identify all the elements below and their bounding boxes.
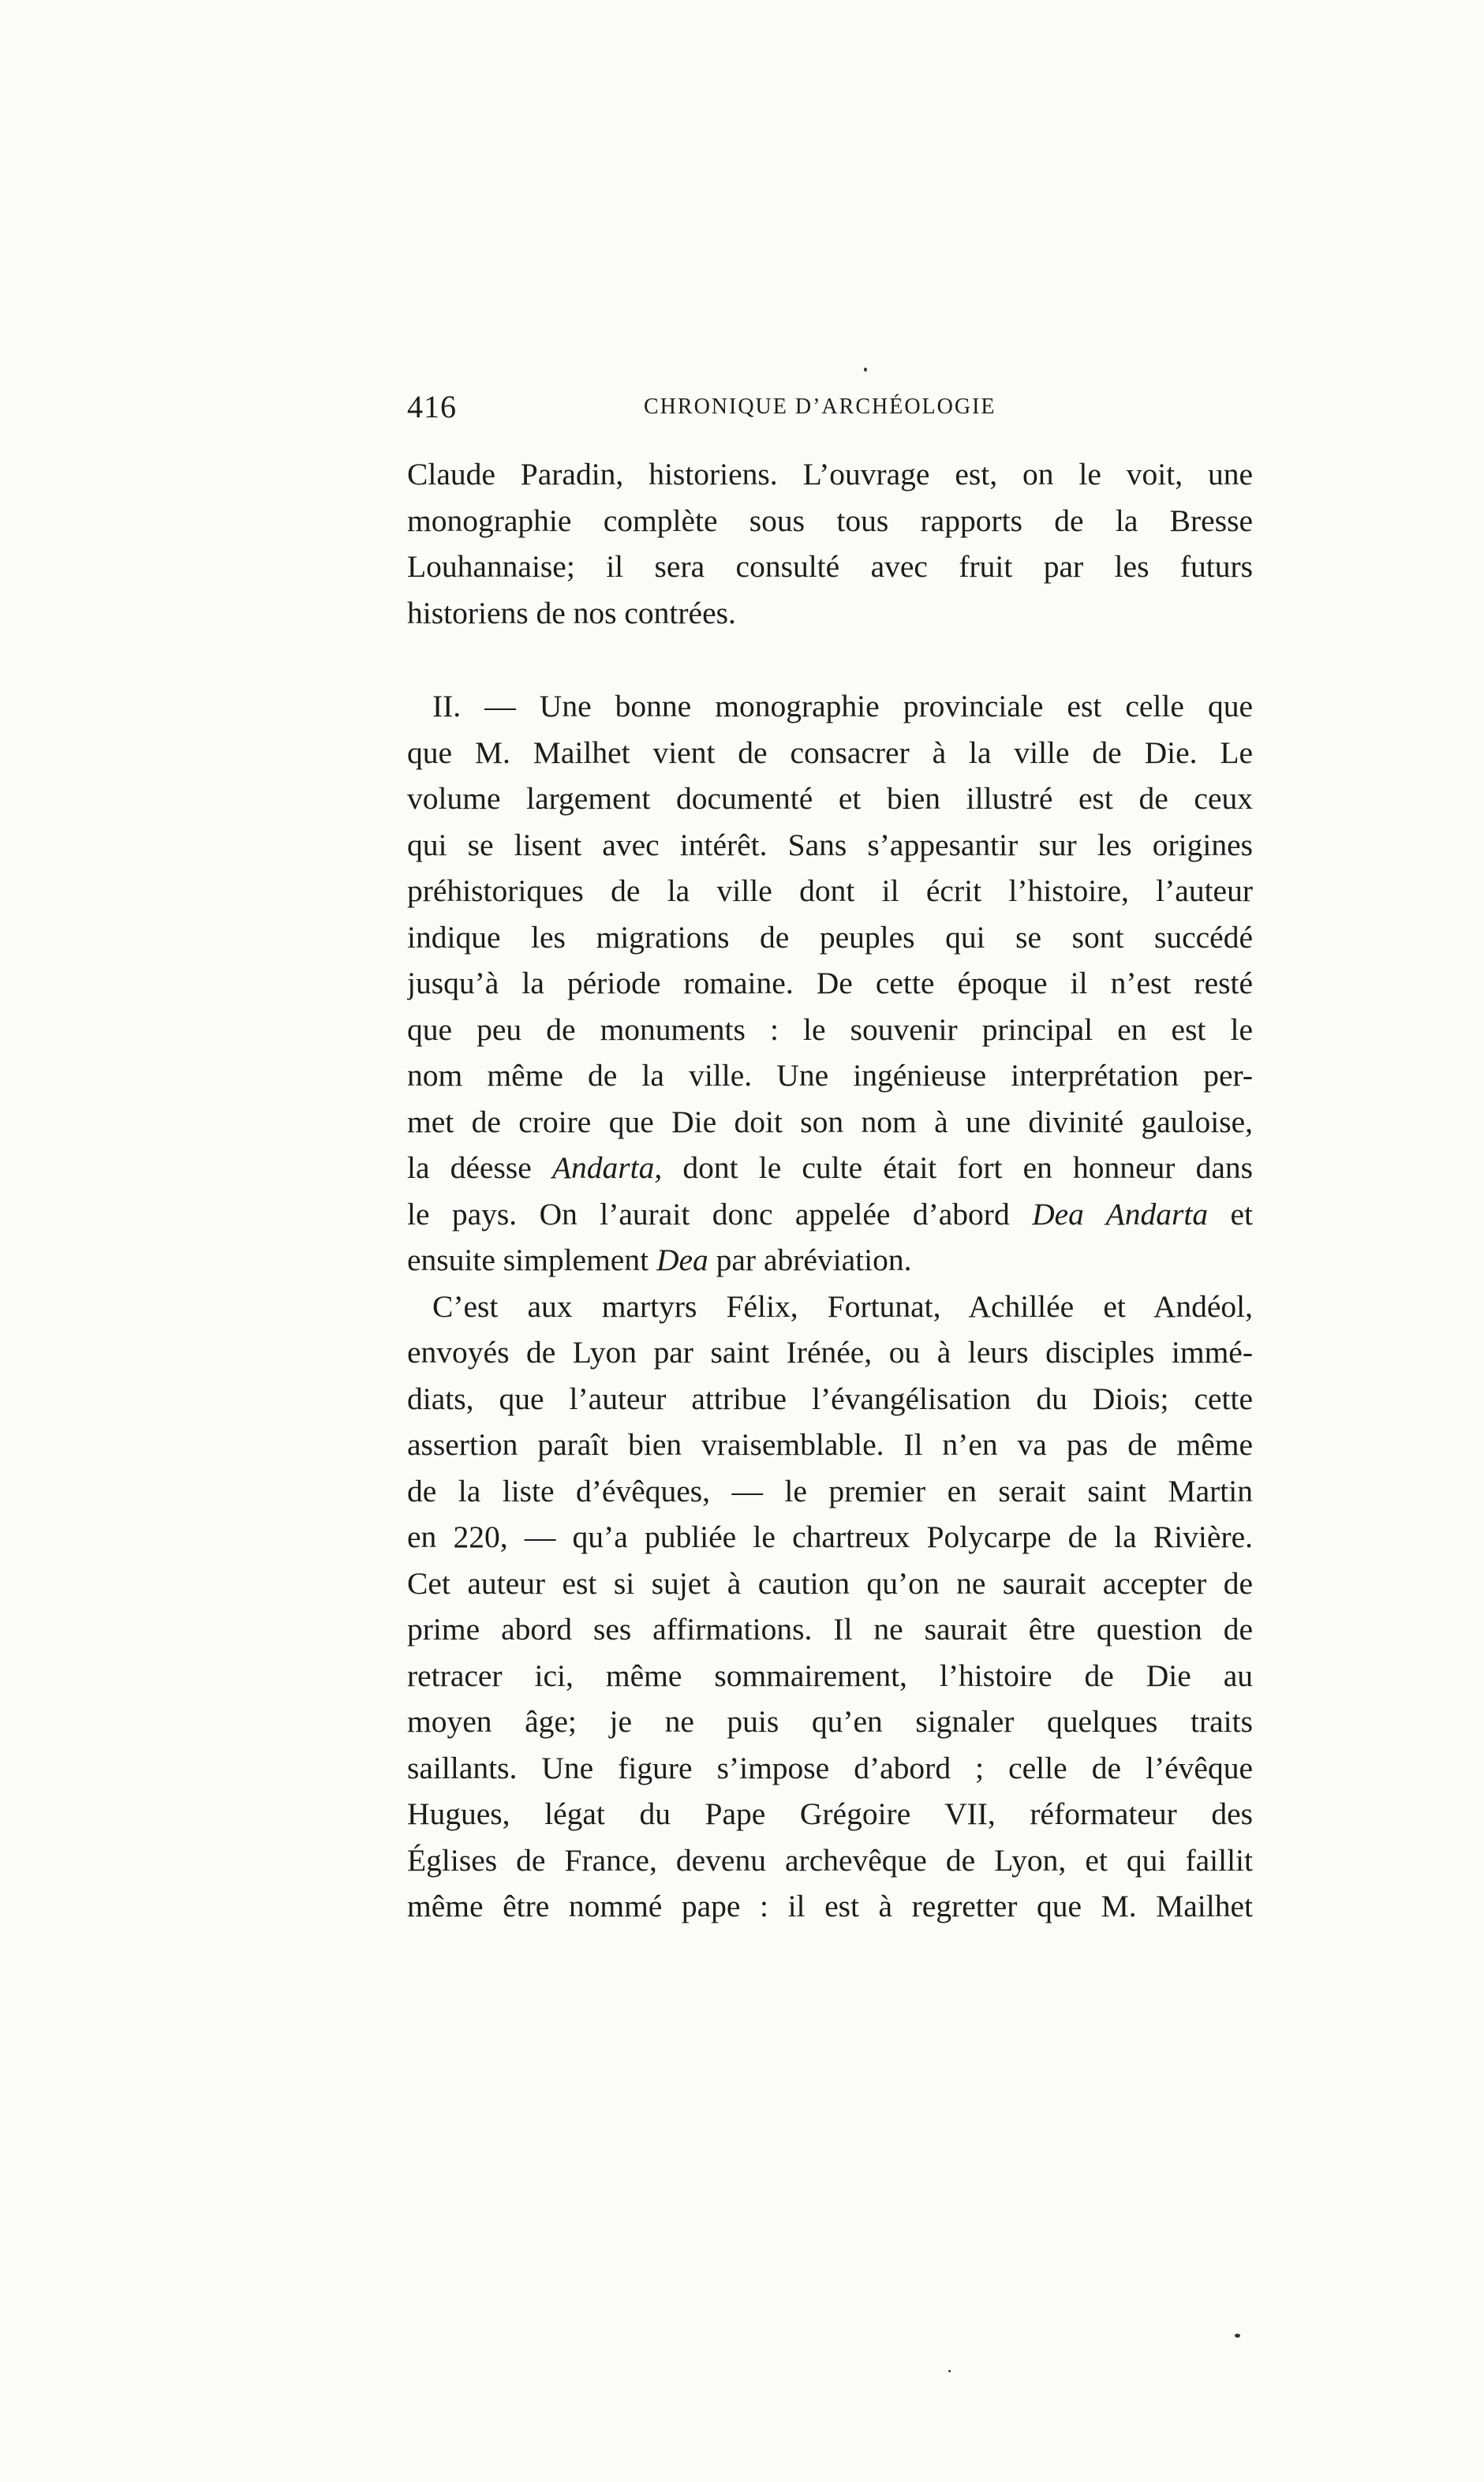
text-line xyxy=(407,1191,1253,1238)
text-line: nom même de la ville. Une ingénieuse interprétation per- xyxy=(407,1058,1253,1093)
text-fragment: et xyxy=(1208,1196,1253,1232)
paragraph-2 xyxy=(407,683,1253,1284)
paragraph-1 xyxy=(407,451,1253,636)
text-line: retracer ici, même sommairement, l’histoire de Die au xyxy=(407,1658,1253,1693)
text-line: moyen âge; je ne puis qu’en signaler quelques traits xyxy=(407,1704,1253,1739)
text-line: que peu de monuments : le souvenir principal en est le xyxy=(407,1011,1253,1047)
page-header xyxy=(407,388,1253,435)
text-line: II. — Une bonne monographie provinciale est celle que xyxy=(432,689,1253,723)
text-line: même être nommé pape : il est à regretter que M. Mailhet xyxy=(407,1889,1253,1923)
text-line: diats, que l’auteur attribue l’évangélisation du Diois; cette xyxy=(407,1381,1253,1416)
text-line xyxy=(407,1237,1253,1284)
text-line: assertion paraît bien vraisemblable. Il n’en va pas de même xyxy=(407,1427,1253,1462)
paragraph-3 xyxy=(407,1284,1253,1930)
text-line: préhistoriques de la ville dont il écrit l’histoire, l’auteur xyxy=(407,873,1253,908)
text-fragment: ensuite simplement xyxy=(407,1243,656,1277)
text-fragment: le pays. On l’aurait donc appelée d’abord xyxy=(407,1196,1033,1232)
italic-term: Andarta, xyxy=(551,1150,663,1185)
text-line: monographie complète sous tous rapports de la Bresse xyxy=(407,503,1253,538)
scan-speck xyxy=(1235,2334,1240,2338)
running-title: CHRONIQUE D’ARCHÉOLOGIE xyxy=(644,394,996,419)
text-line: prime abord ses affirmations. Il ne saurait être question de xyxy=(407,1612,1253,1647)
text-line: jusqu’à la période romaine. De cette époque il n’est resté xyxy=(407,966,1253,1000)
text-line: historiens de nos contrées. xyxy=(407,595,736,630)
section-gap xyxy=(407,636,1253,683)
text-line: saillants. Une figure s’impose d’abord ; celle de l’évêque xyxy=(407,1750,1253,1785)
text-line: que M. Mailhet vient de consacrer à la ville de Die. Le xyxy=(407,735,1253,770)
scan-speck xyxy=(864,368,867,372)
text-fragment: la déesse xyxy=(407,1150,552,1185)
text-line: de la liste d’évêques, — le premier en serait saint Martin xyxy=(407,1473,1253,1508)
text-fragment: par abréviation. xyxy=(708,1243,912,1277)
italic-term: Dea xyxy=(656,1243,708,1277)
text-line: Hugues, légat du Pape Grégoire VII, réformateur des xyxy=(407,1796,1253,1831)
text-line: Claude Paradin, historiens. L’ouvrage est, on le voit, une xyxy=(407,457,1253,492)
text-line: Louhannaise; il sera consulté avec fruit par les futurs xyxy=(407,549,1253,584)
text-line: envoyés de Lyon par saint Irénée, ou à leurs disciples immé- xyxy=(407,1335,1253,1370)
text-line: volume largement documenté et bien illustré est de ceux xyxy=(407,781,1253,816)
body-text xyxy=(407,451,1253,1930)
text-line xyxy=(407,1145,1253,1191)
text-line: qui se lisent avec intérêt. Sans s’appesantir sur les origines xyxy=(407,827,1253,862)
text-line: Cet auteur est si sujet à caution qu’on ne saurait accepter de xyxy=(407,1565,1253,1601)
text-fragment: dont le culte était fort en honneur dans xyxy=(662,1150,1253,1185)
italic-term: Dea Andarta xyxy=(1032,1196,1209,1232)
text-line: indique les migrations de peuples qui se sont succédé xyxy=(407,919,1253,955)
text-line: C’est aux martyrs Félix, Fortunat, Achillée et Andéol, xyxy=(432,1288,1253,1324)
scan-speck xyxy=(948,2370,951,2372)
text-line: en 220, — qu’a publiée le chartreux Polycarpe de la Rivière. xyxy=(407,1519,1253,1554)
text-line: met de croire que Die doit son nom à une divinité gauloise, xyxy=(407,1104,1253,1139)
text-line: Églises de France, devenu archevêque de Lyon, et qui faillit xyxy=(407,1842,1253,1878)
page-number: 416 xyxy=(407,389,457,424)
